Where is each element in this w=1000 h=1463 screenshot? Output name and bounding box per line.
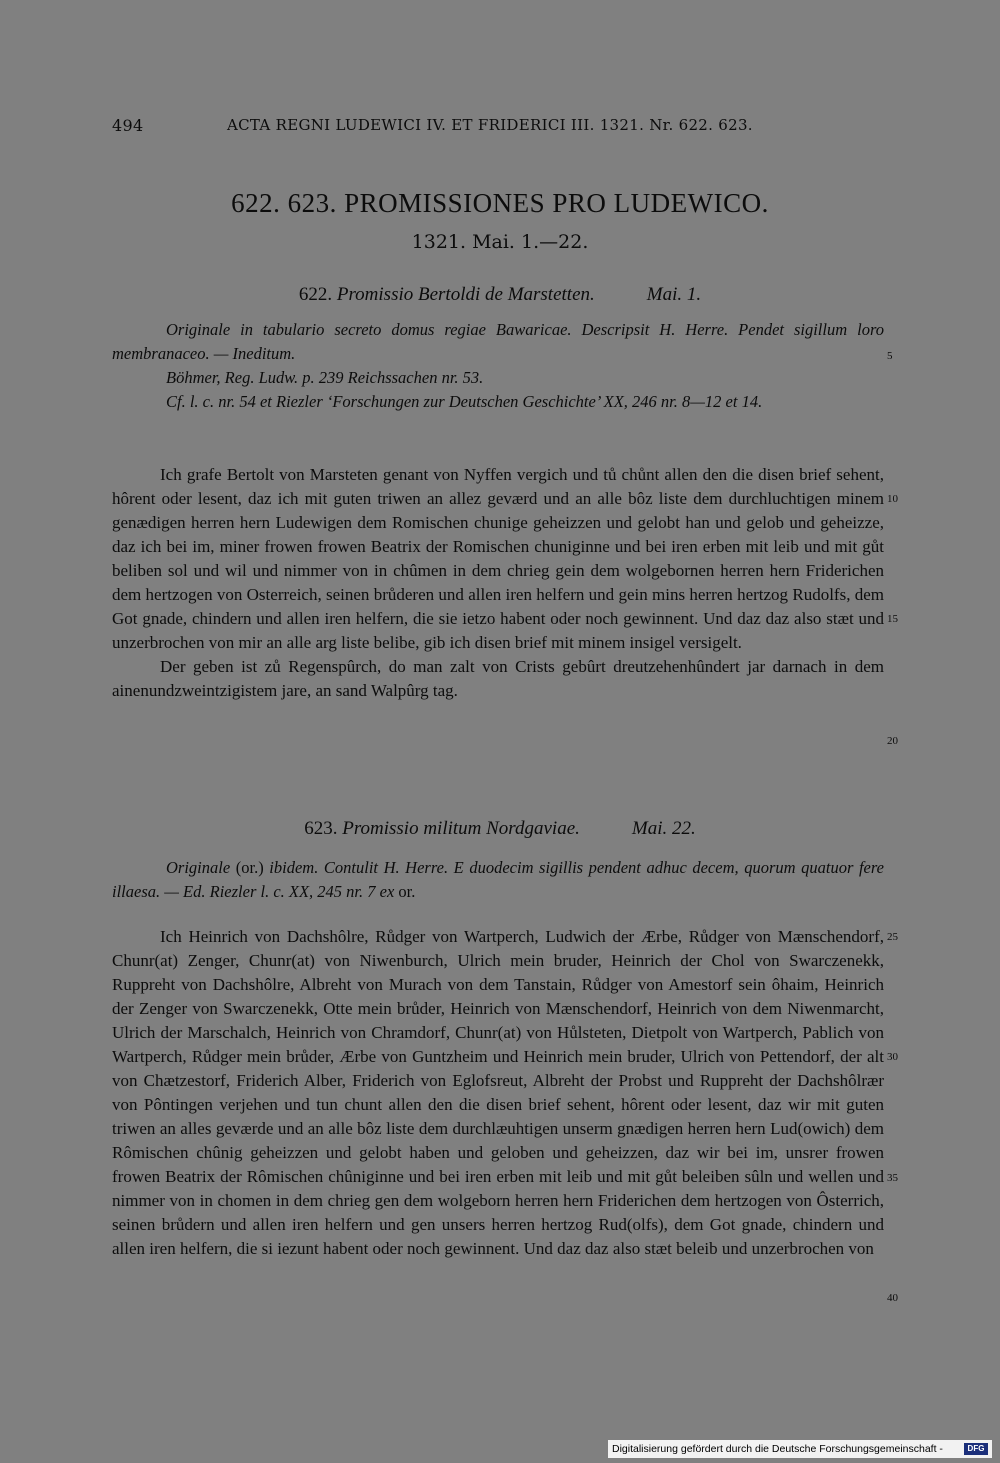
line-number: 20	[887, 735, 898, 747]
line-number: 25	[887, 931, 898, 943]
doc-623-text	[112, 925, 884, 1261]
note-or: (or.)	[235, 858, 264, 877]
doc-622-note: Böhmer, Reg. Ludw. p. 239 Reichssachen nr. 53.	[166, 368, 484, 387]
dfg-logo: DFG	[964, 1443, 988, 1455]
doc-623-number: 623.	[304, 818, 338, 839]
digitization-footer	[608, 1440, 992, 1458]
doc-622-paragraph: Ich grafe Bertolt von Marsteten genant von Nyffen vergich und tů chůnt allen den die disen brief sehent, hôrent oder lesent, daz ich mit guten triwen an allez geværd und an alle bôz liste dem durchluchtigen minem genædigen herren hern Ludewigen dem Romischen chunige geheizzen und gelobt han und gelob und geheizze, daz ich bei im, miner frowen frowen Beatrix der Romischen chuniginne und bei iren erben mit leib und mit gůt beliben sol und wil und nimmer von in chûmen in dem chrieg gein dem wolgebornen herren hern Friderichen dem hertzogen von Osterreich, seinen brůderen und allen iren helfern und gein mins herren hertzog Rudolfs, dem Got gnade, chindern und allen iren helfern, die sie ietzo habent oder noch gewinnent. Und daz daz also stæt und unzerbrochen von mir an alle arg liste belibe, gib ich disen brief mit minem insigel versigelt.	[112, 465, 884, 652]
doc-623-date: Mai. 22.	[631, 818, 696, 839]
doc-622-heading	[0, 284, 1000, 306]
doc-622-note: Cf. l. c. nr. 54 et Riezler ‘Forschungen zur Deutschen Geschichte’ XX, 246 nr. 8—12 et 14.	[166, 392, 763, 411]
running-head	[112, 116, 885, 138]
note-text: ibidem. Contulit H. Herre. E duodecim sigillis pendent adhuc decem, quorum quatuor fere illaesa. — Ed. Riezler l. c. XX, 245 nr. 7 ex	[112, 858, 884, 901]
doc-622-title: Promissio Bertoldi de Marstetten.	[336, 284, 595, 305]
doc-622-text	[112, 463, 884, 703]
page-title: 622. 623. PROMISSIONES PRO LUDEWICO.	[231, 188, 769, 218]
running-title: ACTA REGNI LUDEWICI IV. ET FRIDERICI III. 1321. Nr. 622. 623.	[227, 116, 753, 134]
doc-623-paragraph: Ich Heinrich von Dachshôlre, Růdger von Wartperch, Ludwich der Ærbe, Růdger von Mænschendorf, Chunr(at) Zenger, Chunr(at) von Niwenburch, Ulrich mein bruder, Heinrich der Chol von Swarczenekk, Ruppreht von Dachshôlre, Albreht von Murach von dem Tanstain, Růdger von Amestorf sein ôhaim, Heinrich der Zenger von Swarczenekk, Otte mein brůder, Heinrich von Mænschendorf, Heinrich von dem Niwenmarcht, Ulrich der Marschalch, Heinrich von Chramdorf, Chunr(at) von Hůlsteten, Dietpolt von Wartperch, Pablich von Wartperch, Růdger mein brůder, Ærbe von Guntzheim und Heinrich mein bruder, Ulrich von Pettendorf, der alt von Chætzestorf, Friderich Alber, Friderich von Eglofsreut, Albreht der Probst und Ruppreht der Dachshôlrær von Pôntingen verjehen und tun chunt allen den die disen brief sehent, hôrent oder lesent, daz wir mit guten triwen an alles geværde und an alle bôz liste dem durchlæuhtigen unserm gnædigen herren hern Lud(owich) dem Rômischen chûnig geheizzen und gelobt haben und geloben und geheizzen, daz wir bei im, unsrer frowen frowen Beatrix der Rômischen chûniginne und bei iren erben mit leib und mit gůt beleiben sûln und wellen und nimmer von in chomen in dem chrieg gen dem wolgeborn herren hern Friderichen dem hertzogen von Ôsterrich, seinen brůdern und allen iren helfern und gen unsers herren hertzog Rud(olfs), dem Got gnade, chindern und allen iren helfern, die si iezunt habent oder noch gewinnent. Und daz daz also stæt beleib und unzerbrochen von	[112, 927, 884, 1258]
doc-623-notes	[112, 856, 884, 904]
title-date: 1321. Mai. 1.—22.	[411, 231, 589, 253]
line-number: 10	[887, 493, 898, 505]
line-number: 40	[887, 1292, 898, 1304]
doc-622-note: Originale in tabulario secreto domus regiae Bawaricae. Descripsit H. Herre. Pendet sigillum loro membranaceo. — Ineditum.	[112, 320, 884, 363]
footer-text: Digitalisierung gefördert durch die Deutsche Forschungsgemeinschaft -	[612, 1443, 943, 1455]
doc-623-heading	[0, 818, 1000, 840]
doc-623-title: Promissio militum Nordgaviae.	[342, 818, 580, 839]
note-or: or.	[398, 882, 416, 901]
doc-623-note	[112, 856, 884, 904]
doc-622-notes	[112, 318, 884, 414]
page-number: 494	[112, 116, 144, 135]
doc-622-number: 622.	[298, 284, 333, 305]
line-number: 30	[887, 1051, 898, 1063]
line-number: 5	[887, 350, 893, 362]
line-number: 35	[887, 1172, 898, 1184]
line-number: 15	[887, 613, 898, 625]
doc-622-date: Mai. 1.	[646, 284, 702, 305]
note-text: Originale	[166, 858, 231, 877]
doc-622-paragraph: Der geben ist zů Regenspûrch, do man zalt von Crists gebûrt dreutzehenhûndert jar darnach in dem ainenundzweintzigistem jare, an sand Walpûrg tag.	[112, 657, 884, 700]
